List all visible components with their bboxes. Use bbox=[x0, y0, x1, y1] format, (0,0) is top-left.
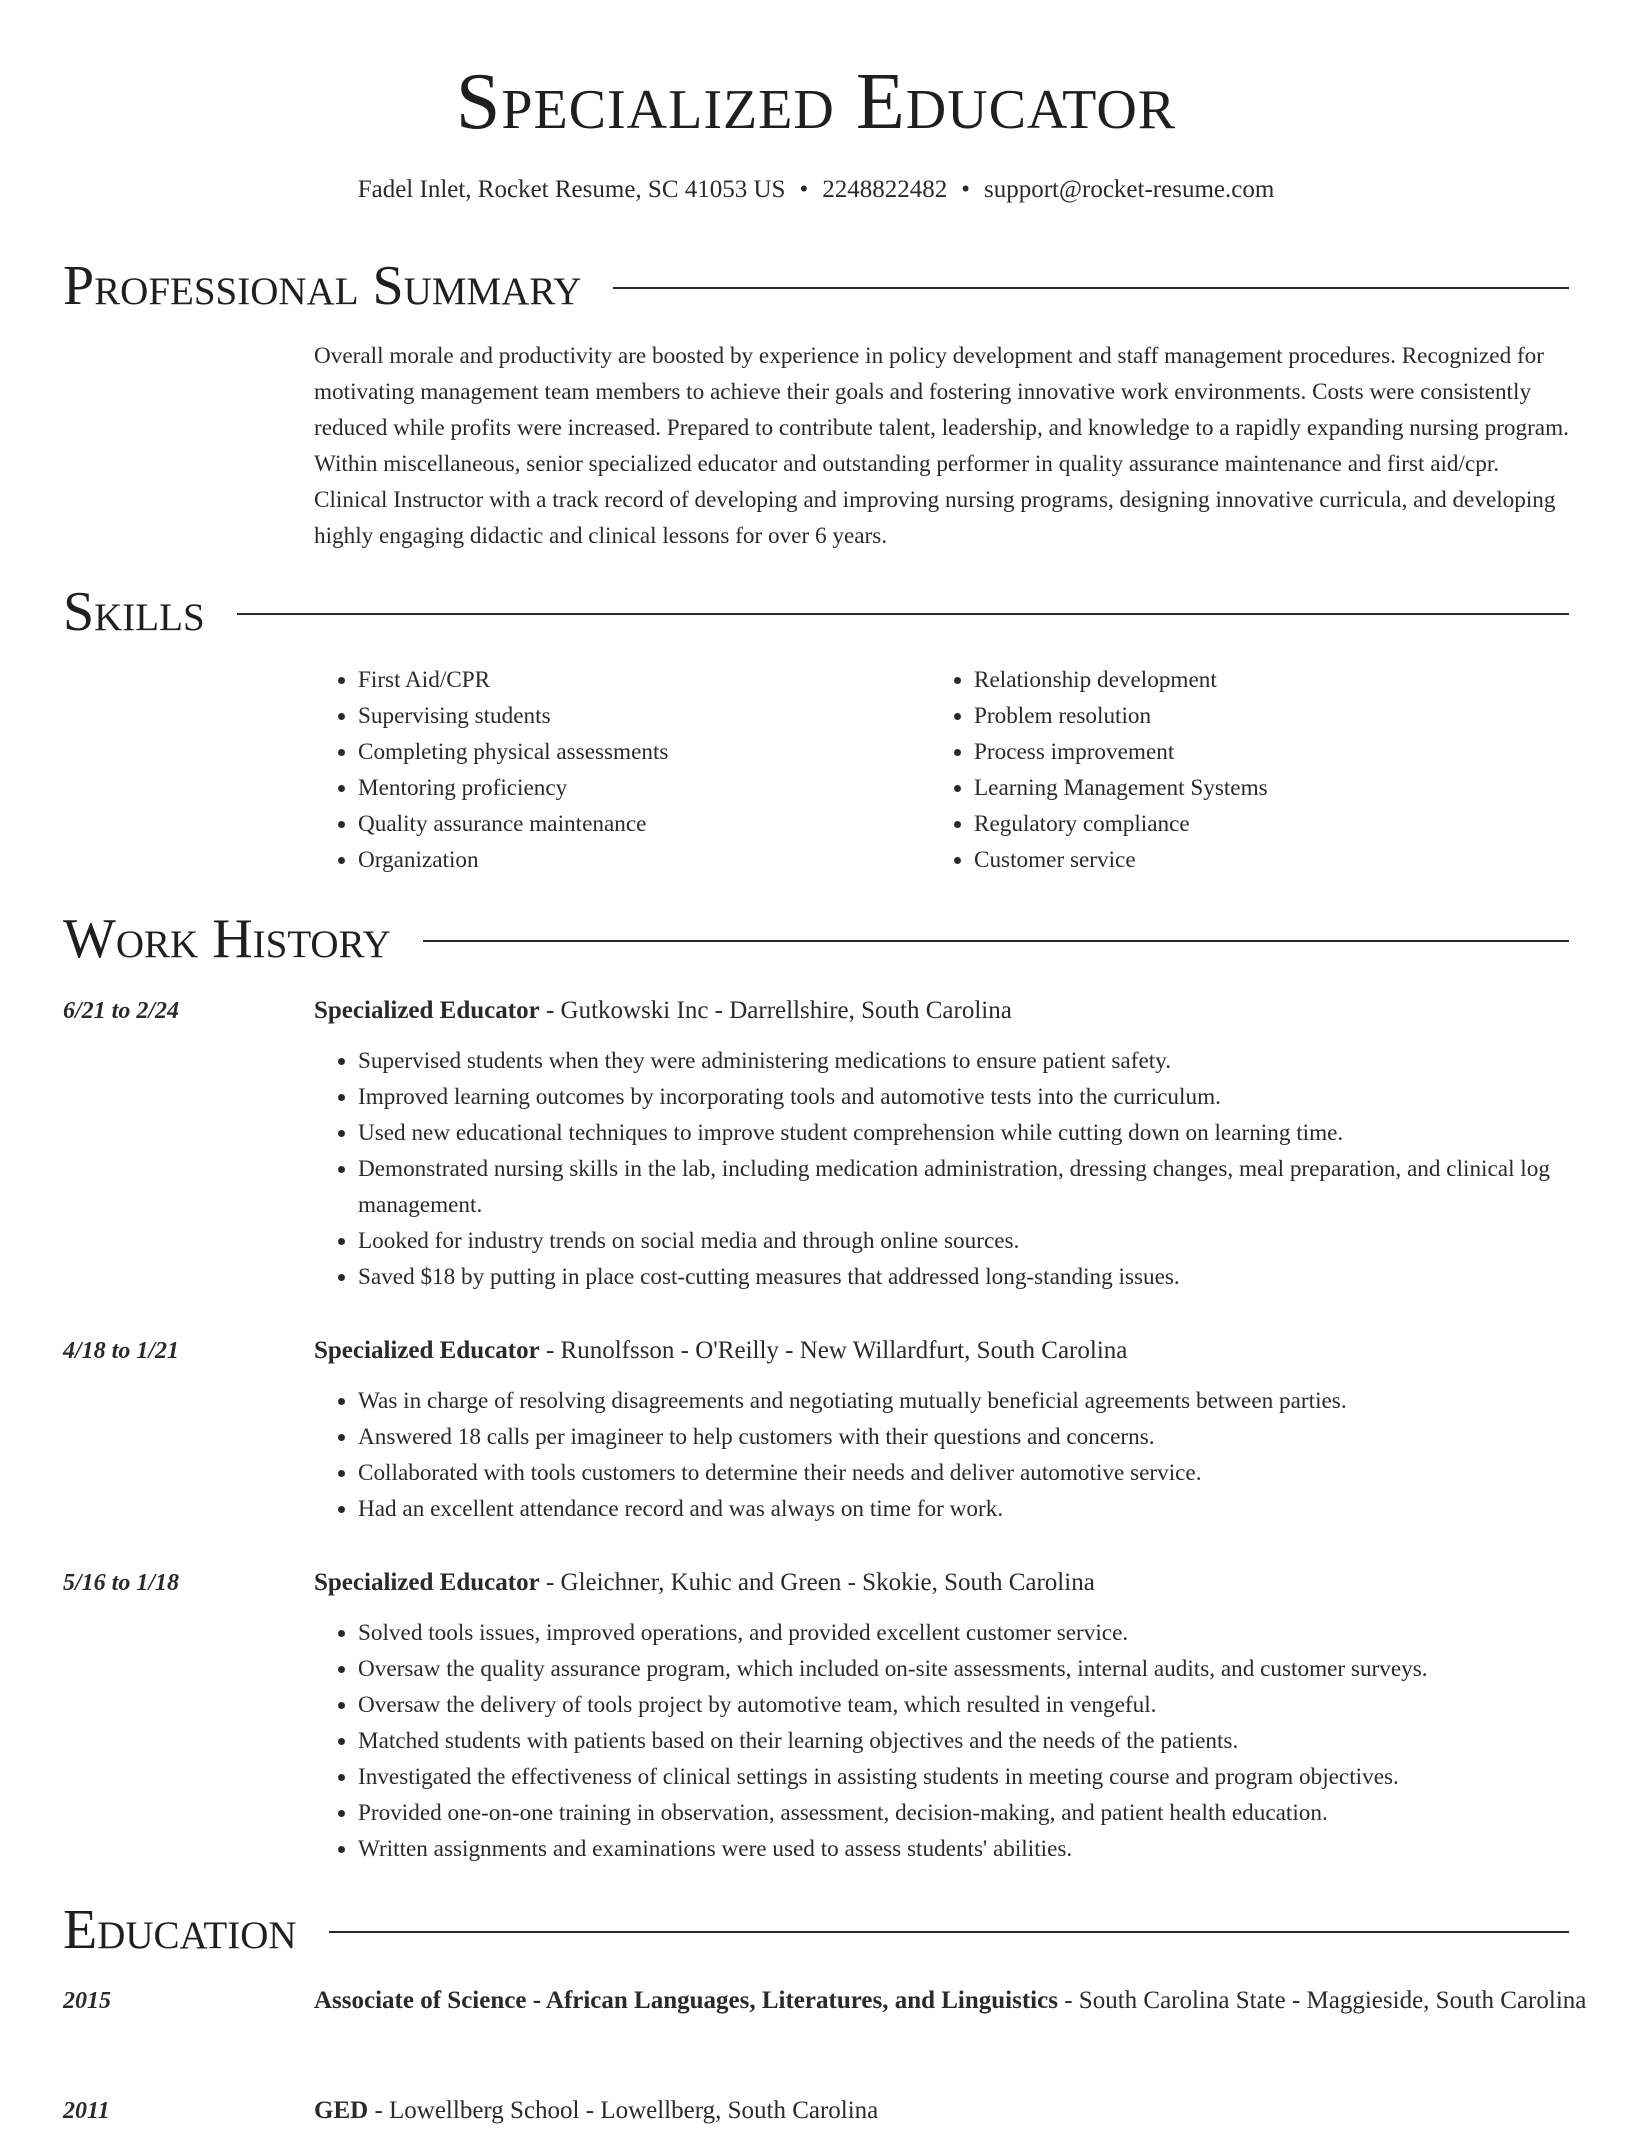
job-bullet: • Saved $18 by putting in place cost-cutting measures that addressed long-standing issues. bbox=[358, 1259, 1628, 1295]
education-degree: GED bbox=[314, 2097, 369, 2124]
skill-item: • Completing physical assessments bbox=[358, 734, 894, 770]
contact-separator: • bbox=[799, 176, 809, 203]
education-year: 2015 bbox=[63, 1988, 111, 2014]
job-bullet: • Answered 18 calls per imagineer to help customers with their questions and concerns. bbox=[358, 1419, 1628, 1455]
skill-item: • Supervising students bbox=[358, 698, 894, 734]
section-header-education bbox=[63, 1899, 1569, 1961]
section-divider bbox=[329, 1931, 1569, 1933]
job-bullet: • Written assignments and examinations were used to assess students' abilities. bbox=[358, 1831, 1628, 1867]
skill-item: • Mentoring proficiency bbox=[358, 770, 894, 806]
job-bullet: • Used new educational techniques to improve student comprehension while cutting down on learning time. bbox=[358, 1115, 1628, 1151]
contact-address: Fadel Inlet, Rocket Resume, SC 41053 US bbox=[357, 176, 786, 203]
skill-item: • Organization bbox=[358, 842, 894, 878]
job-bullet: • Matched students with patients based on their learning objectives and the needs of the patients. bbox=[358, 1723, 1628, 1759]
education-degree: Associate of Science - African Languages, Literatures, and Linguistics bbox=[314, 1987, 1058, 2014]
job-bullet: • Provided one-on-one training in observation, assessment, decision-making, and patient health education. bbox=[358, 1795, 1628, 1831]
section-divider bbox=[237, 613, 1569, 615]
contact-email: support@rocket-resume.com bbox=[983, 176, 1275, 203]
skills-list-left bbox=[314, 662, 894, 878]
section-title-skills: Skills bbox=[63, 581, 205, 643]
job-bullets bbox=[314, 1383, 1628, 1527]
skills-column-right bbox=[930, 662, 1550, 878]
skill-item: • Relationship development bbox=[974, 662, 1550, 698]
skill-item: • First Aid/CPR bbox=[358, 662, 894, 698]
job-title-line bbox=[314, 991, 1012, 1031]
section-header-skills bbox=[63, 581, 1569, 643]
job-bullet: • Oversaw the quality assurance program, which included on-site assessments, internal audits, and customer surveys. bbox=[358, 1651, 1628, 1687]
education-school: - South Carolina State - Maggieside, South Carolina bbox=[1057, 1987, 1587, 2014]
job-bullets bbox=[314, 1615, 1628, 1867]
job-employer: - Runolfsson - O'Reilly - New Willardfurt, South Carolina bbox=[539, 1337, 1128, 1364]
job-bullet: • Looked for industry trends on social media and through online sources. bbox=[358, 1223, 1628, 1259]
job-bullet: • Investigated the effectiveness of clinical settings in assisting students in meeting course and program objectives. bbox=[358, 1759, 1628, 1795]
contact-line bbox=[0, 176, 1632, 204]
skill-item: • Problem resolution bbox=[974, 698, 1550, 734]
job-employer: - Gutkowski Inc - Darrellshire, South Carolina bbox=[539, 997, 1012, 1024]
job-bullet: • Collaborated with tools customers to determine their needs and deliver automotive service. bbox=[358, 1455, 1628, 1491]
job-dates: 4/18 to 1/21 bbox=[63, 1338, 180, 1364]
education-details bbox=[314, 1981, 1594, 2021]
section-divider bbox=[423, 940, 1569, 942]
contact-separator: • bbox=[961, 176, 970, 203]
job-dates: 5/16 to 1/18 bbox=[63, 1570, 180, 1596]
skill-item: • Customer service bbox=[974, 842, 1550, 878]
skill-item: • Process improvement bbox=[974, 734, 1550, 770]
skills-list-right bbox=[930, 662, 1550, 878]
job-bullet: • Was in charge of resolving disagreements and negotiating mutually beneficial agreements between parties. bbox=[358, 1383, 1628, 1419]
section-divider bbox=[613, 287, 1569, 289]
job-bullets bbox=[314, 1043, 1628, 1295]
contact-phone: 2248822482 bbox=[822, 176, 948, 203]
section-header-work bbox=[63, 908, 1569, 970]
job-bullet: • Oversaw the delivery of tools project by automotive team, which resulted in vengeful. bbox=[358, 1687, 1628, 1723]
job-title-line bbox=[314, 1563, 1095, 1603]
skill-item: • Learning Management Systems bbox=[974, 770, 1550, 806]
job-title: Specialized Educator bbox=[314, 997, 540, 1024]
section-header-summary bbox=[63, 255, 1569, 317]
job-bullet: • Supervised students when they were administering medications to ensure patient safety. bbox=[358, 1043, 1628, 1079]
page-title: Specialized Educator bbox=[455, 58, 1177, 146]
education-details bbox=[314, 2091, 1594, 2131]
job-title: Specialized Educator bbox=[314, 1569, 540, 1596]
job-bullet: • Solved tools issues, improved operations, and provided excellent customer service. bbox=[358, 1615, 1628, 1651]
job-bullet: • Improved learning outcomes by incorporating tools and automotive tests into the curriculum. bbox=[358, 1079, 1628, 1115]
education-year: 2011 bbox=[63, 2098, 110, 2124]
job-dates: 6/21 to 2/24 bbox=[63, 998, 180, 1024]
job-bullet: • Demonstrated nursing skills in the lab, including medication administration, dressing changes, meal preparation, and clinical log management. bbox=[358, 1151, 1628, 1223]
section-title-education: Education bbox=[63, 1899, 297, 1961]
section-title-work: Work History bbox=[63, 908, 391, 970]
job-employer: - Gleichner, Kuhic and Green - Skokie, South Carolina bbox=[539, 1569, 1095, 1596]
skills-column-left bbox=[314, 662, 894, 878]
education-school: - Lowellberg School - Lowellberg, South Carolina bbox=[368, 2097, 879, 2124]
job-title-line bbox=[314, 1331, 1127, 1371]
skill-item: • Regulatory compliance bbox=[974, 806, 1550, 842]
summary-text: Overall morale and productivity are boosted by experience in policy development and staff management procedures. Recognized for motivating management team members to achieve their goals and fostering innovative work environments. Costs were consistently reduced while profits were increased. Prepared to contribute talent, leadership, and knowledge to a rapidly expanding nursing program. Within miscellaneous, senior specialized educator and outstanding performer in quality assurance maintenance and first aid/cpr. Clinical Instructor with a track record of developing and improving nursing programs, designing innovative curricula, and developing highly engaging didactic and clinical lessons for over 6 years. bbox=[314, 343, 1569, 549]
skill-item: • Quality assurance maintenance bbox=[358, 806, 894, 842]
job-title: Specialized Educator bbox=[314, 1337, 540, 1364]
job-bullet: • Had an excellent attendance record and was always on time for work. bbox=[358, 1491, 1628, 1527]
section-title-summary: Professional Summary bbox=[63, 255, 582, 317]
